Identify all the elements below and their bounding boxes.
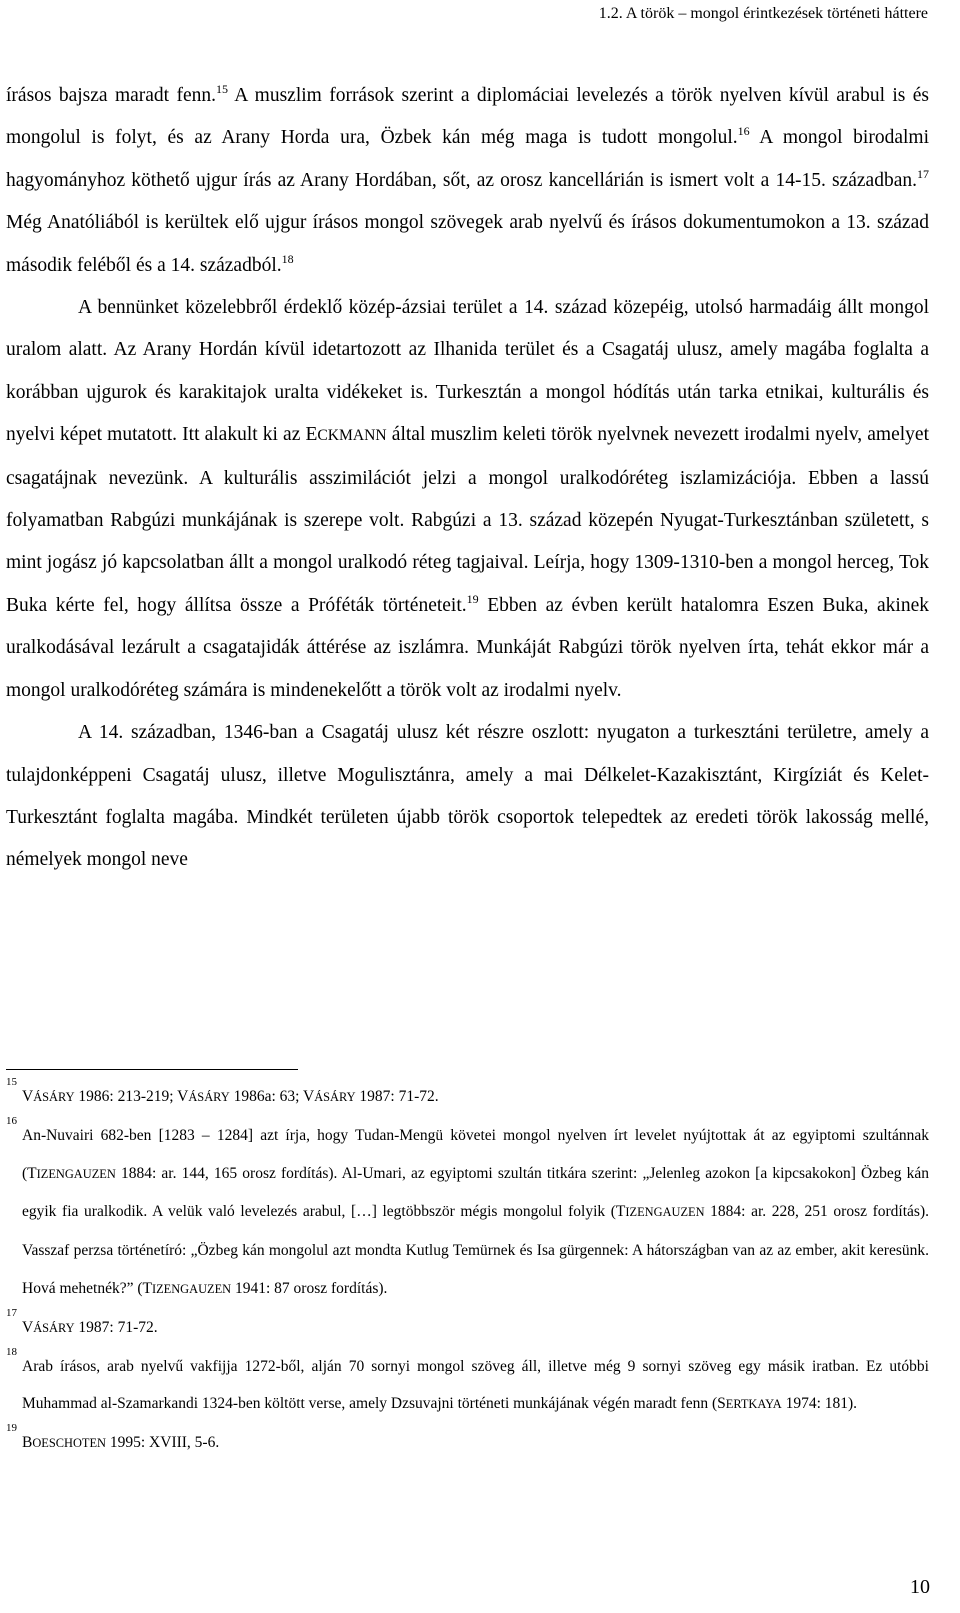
text-segment: Ebben az évben került hatalomra Eszen Buka, akinek uralkodásával lezárult a csagatajidák áttérése az iszlámra. Munkáját Rabgúzi török nyelven írta, tehát ekkor már a mongol uralkodóréteg számára is mindenekelőtt a török volt az irodalmi nyelv.	[6, 594, 929, 701]
footnote-19	[6, 1424, 929, 1463]
text-segment: által muszlim keleti török nyelvnek nevezett irodalmi nyelv, amelyet csagatájnak nevezünk. A kulturális asszimilációt jelzi a mongol uralkodóréteg iszlamizációja. Ebben a lassú folyamatban Rabgúzi munkájának is szerepe volt. Rabgúzi a 13. század közepén Nyugat-Turkesztánban született, s mint jogász jó kapcsolatban állt a mongol uralkodó réteg tagjaival. Leírja, hogy 1309-1310-ben a mongol herceg, Tok Buka kérte fel, hogy állítsa össze a Próféták történeteit.	[6, 424, 930, 616]
footnote-15	[6, 1078, 929, 1117]
paragraph-2	[6, 287, 929, 712]
footnote-ref-17[interactable]: 17	[917, 166, 929, 181]
footnote-number: 15	[6, 1076, 17, 1088]
fn-text: Arab írásos, arab nyelvű vakfijja 1272-ből, alján 70 sornyi mongol szöveg áll, illetve még 9 sornyi szöveg egy másik iratban. Ez utóbbi Muhammad al-Szamarkandi 1324-ben költött verse, amely Dzsuvajni történeti munkájának végén maradt fenn (S	[22, 1357, 929, 1413]
footnote-17	[6, 1306, 929, 1348]
fn-text: 1986: 213-219; V	[74, 1088, 189, 1105]
fn-text: 1995: XVIII, 5-6.	[106, 1434, 220, 1452]
footnote-number: 16	[6, 1114, 17, 1127]
page-number: 10	[910, 1576, 930, 1598]
footnote-18	[6, 1345, 929, 1425]
text-segment: írásos bajsza maradt fenn.	[6, 85, 216, 106]
footnote-number: 17	[6, 1306, 17, 1319]
footnote-16	[6, 1114, 929, 1309]
paragraph-3	[6, 712, 929, 882]
fn-small-caps: IZENGAUZEN	[625, 1205, 705, 1220]
footnote-ref-16[interactable]: 16	[737, 124, 750, 139]
fn-text: 1987: 71-72.	[355, 1088, 439, 1105]
fn-text: 1987: 71-72.	[74, 1318, 158, 1336]
footnote-ref-18[interactable]: 18	[281, 251, 294, 266]
footnotes	[6, 1078, 929, 1463]
fn-text: 1884: ar. 228, 251 orosz fordítás). Vasszaf perzsa történetíró: „Özbeg kán mongolul azt mondta Kutlug Temürnek és Isa gürgennek: A hátországban van az az ember, akit keresünk. Hová mehetnék?” (T	[22, 1203, 929, 1297]
fn-text: V	[22, 1088, 34, 1105]
footnote-number: 18	[6, 1345, 17, 1358]
fn-small-caps: ÁSÁRY	[188, 1090, 230, 1104]
fn-text: V	[22, 1318, 34, 1336]
fn-small-caps: IZENGAUZEN	[151, 1281, 232, 1296]
running-header: 1.2. A török – mongol érintkezések történeti háttere	[598, 5, 928, 22]
text-segment: A bennünket közelebbről érdeklő közép-ázsiai terület a 14. század közepéig, utolsó harmadáig állt mongol uralom alatt. Az Arany Hordán kívül idetartozott az Ilhanida terület és a Csagatáj ulusz, amely magába foglalta a korábban ujgurok és karakitajok uralta vidékeket is. Turkesztán a mongol hódítás után tarka etnikai, kulturális és nyelvi képet mutatott. Itt alakult ki az E	[6, 297, 929, 446]
fn-text: 1941: 87 orosz fordítás).	[231, 1279, 388, 1297]
small-caps-name: CKMANN	[317, 427, 387, 445]
fn-small-caps: ERTKAYA	[725, 1397, 782, 1412]
footnote-ref-19[interactable]: 19	[466, 591, 479, 606]
fn-small-caps: ÁSÁRY	[33, 1090, 75, 1104]
footnote-ref-15[interactable]: 15	[216, 82, 228, 96]
fn-text: 1974: 181).	[781, 1395, 858, 1413]
text-segment: Még Anatóliából is kerültek elő ujgur írásos mongol szövegek arab nyelvű és írásos dokumentumokon a 13. század második feléből és a 14. századból.	[6, 212, 929, 276]
footnote-separator	[6, 1069, 298, 1070]
text-segment: A muszlim források szerint a diplomáciai levelezés a török nyelven kívül arabul is és mongolul is folyt, és az Arany Horda ura, Özbek kán még maga is tudott mongolul.	[6, 85, 929, 149]
fn-text: 1884: ar. 144, 165 orosz fordítás). Al-Umari, az egyiptomi szultán titkára szerint: „Jelenleg azokon [a kipcsakokon] Özbeg kán egyik fia uralkodik. A velük való levelezés arabul, […] legtöbbször mégis mongolul folyik (T	[22, 1164, 929, 1221]
paragraph-1	[6, 75, 929, 287]
text-segment: A mongol birodalmi hagyományhoz köthető ujgur írás az Arany Hordában, sőt, az orosz kancellárián is ismert volt a 14-15. században.	[6, 127, 929, 191]
fn-text: An-Nuvairi 682-ben [1283 – 1284] azt írja, hogy Tudan-Mengü követei mongol nyelven írt levelet nyújtottak át az egyiptomi szultánnak (T	[22, 1126, 929, 1182]
fn-text: B	[22, 1434, 33, 1452]
fn-small-caps: ÁSÁRY	[33, 1320, 75, 1335]
fn-text: 1986a: 63; V	[229, 1088, 315, 1105]
footnote-number: 19	[6, 1422, 17, 1435]
fn-small-caps: ÁSÁRY	[314, 1090, 356, 1104]
fn-small-caps: OESCHOTEN	[32, 1436, 106, 1451]
fn-small-caps: IZENGAUZEN	[36, 1166, 116, 1181]
text-segment: A 14. században, 1346-ban a Csagatáj ulusz két részre oszlott: nyugaton a turkesztáni területre, amely a tulajdonképpeni Csagatáj ulusz, illetve Mogulisztánra, amely a mai Délkelet-Kazakisztánt, Kirgíziát és Kelet-Turkesztánt foglalta magába. Mindkét területen újabb török csoportok telepedtek az eredeti török lakosság mellé, némelyek mongol neve	[6, 722, 929, 871]
main-text	[6, 75, 929, 882]
